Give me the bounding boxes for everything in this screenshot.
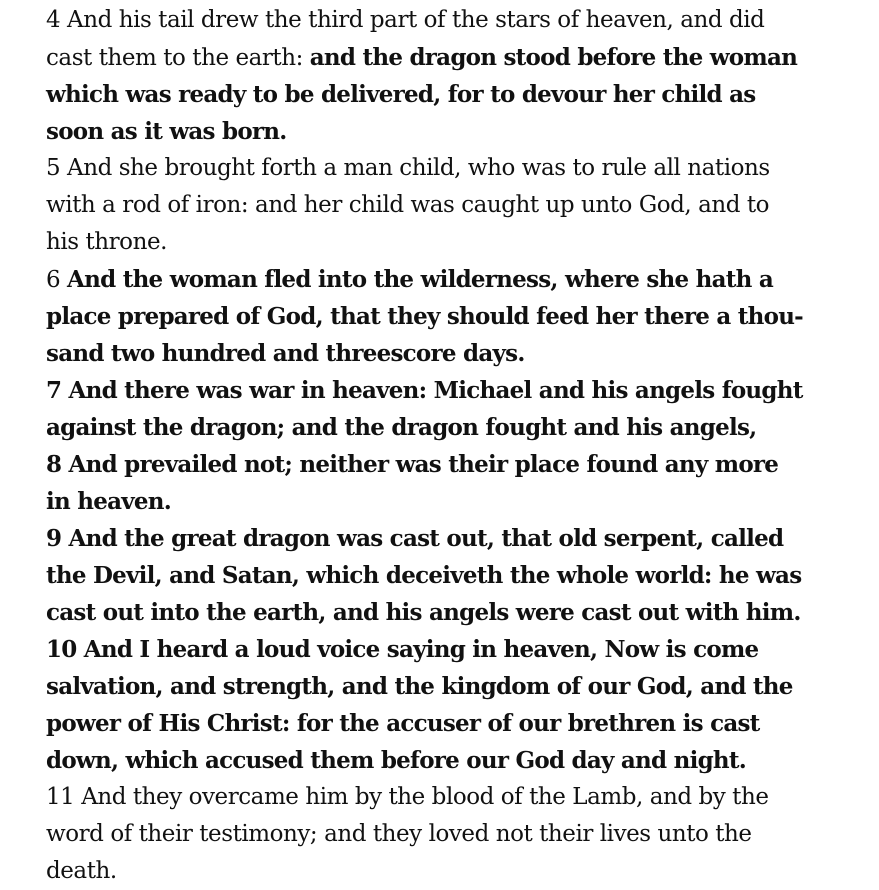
text-segment: word of their testimony; and they loved not their lives unto the xyxy=(46,821,752,847)
text-segment: 9 And the great dragon was cast out, that old serpent, called xyxy=(46,525,784,552)
text-segment: 11 And they overcame him by the blood of the Lamb, and by the xyxy=(46,784,769,810)
text-line xyxy=(46,372,846,409)
text-line xyxy=(46,705,846,742)
text-line xyxy=(46,742,846,779)
text-line xyxy=(46,409,846,446)
text-line xyxy=(46,594,846,631)
text-line xyxy=(46,150,846,187)
text-segment: in heaven. xyxy=(46,488,171,515)
text-line xyxy=(46,446,846,483)
text-segment: place prepared of God, that they should feed her there a thou- xyxy=(46,303,803,330)
text-segment: 7 And there was war in heaven: Michael and his angels fought xyxy=(46,377,803,404)
text-line xyxy=(46,631,846,668)
text-segment: with a rod of iron: and her child was caught up unto God, and to xyxy=(46,192,770,218)
text-line xyxy=(46,483,846,520)
text-line xyxy=(46,76,846,113)
text-segment: sand two hundred and threescore days. xyxy=(46,340,525,367)
text-segment: cast them to the earth: xyxy=(46,45,310,71)
text-segment: 5 And she brought forth a man child, who was to rule all nations xyxy=(46,155,770,181)
text-line xyxy=(46,816,846,853)
text-segment: death. xyxy=(46,858,117,884)
text-segment: cast out into the earth, and his angels were cast out with him. xyxy=(46,599,801,626)
text-line xyxy=(46,557,846,594)
text-segment: 8 And prevailed not; neither was their place found any more xyxy=(46,451,779,478)
text-segment: soon as it was born. xyxy=(46,118,287,145)
text-segment: and the dragon stood before the woman xyxy=(309,44,798,71)
scripture-text xyxy=(46,2,846,890)
text-segment: against the dragon; and the dragon fought and his angels, xyxy=(46,414,757,441)
text-line xyxy=(46,335,846,372)
text-segment: 10 And I heard a loud voice saying in heaven, Now is come xyxy=(46,636,759,663)
text-segment: down, which accused them before our God day and night. xyxy=(46,747,747,774)
text-segment: the Devil, and Satan, which deceiveth the whole world: he was xyxy=(46,562,802,589)
text-segment: 4 And his tail drew the third part of the stars of heaven, and did xyxy=(46,7,765,33)
text-line xyxy=(46,224,846,261)
text-segment: power of His Christ: for the accuser of our brethren is cast xyxy=(46,710,760,737)
text-line xyxy=(46,668,846,705)
text-segment: his throne. xyxy=(46,229,167,255)
text-line xyxy=(46,39,846,76)
text-line xyxy=(46,187,846,224)
text-line xyxy=(46,2,846,39)
text-line xyxy=(46,779,846,816)
text-line xyxy=(46,261,846,298)
text-segment: 6 xyxy=(46,267,68,293)
text-segment: which was ready to be delivered, for to devour her child as xyxy=(46,81,756,108)
text-line xyxy=(46,520,846,557)
text-line xyxy=(46,853,846,890)
text-line xyxy=(46,298,846,335)
text-segment: And the woman fled into the wilderness, where she hath a xyxy=(67,266,774,293)
text-line xyxy=(46,113,846,150)
text-segment: salvation, and strength, and the kingdom of our God, and the xyxy=(46,673,793,700)
